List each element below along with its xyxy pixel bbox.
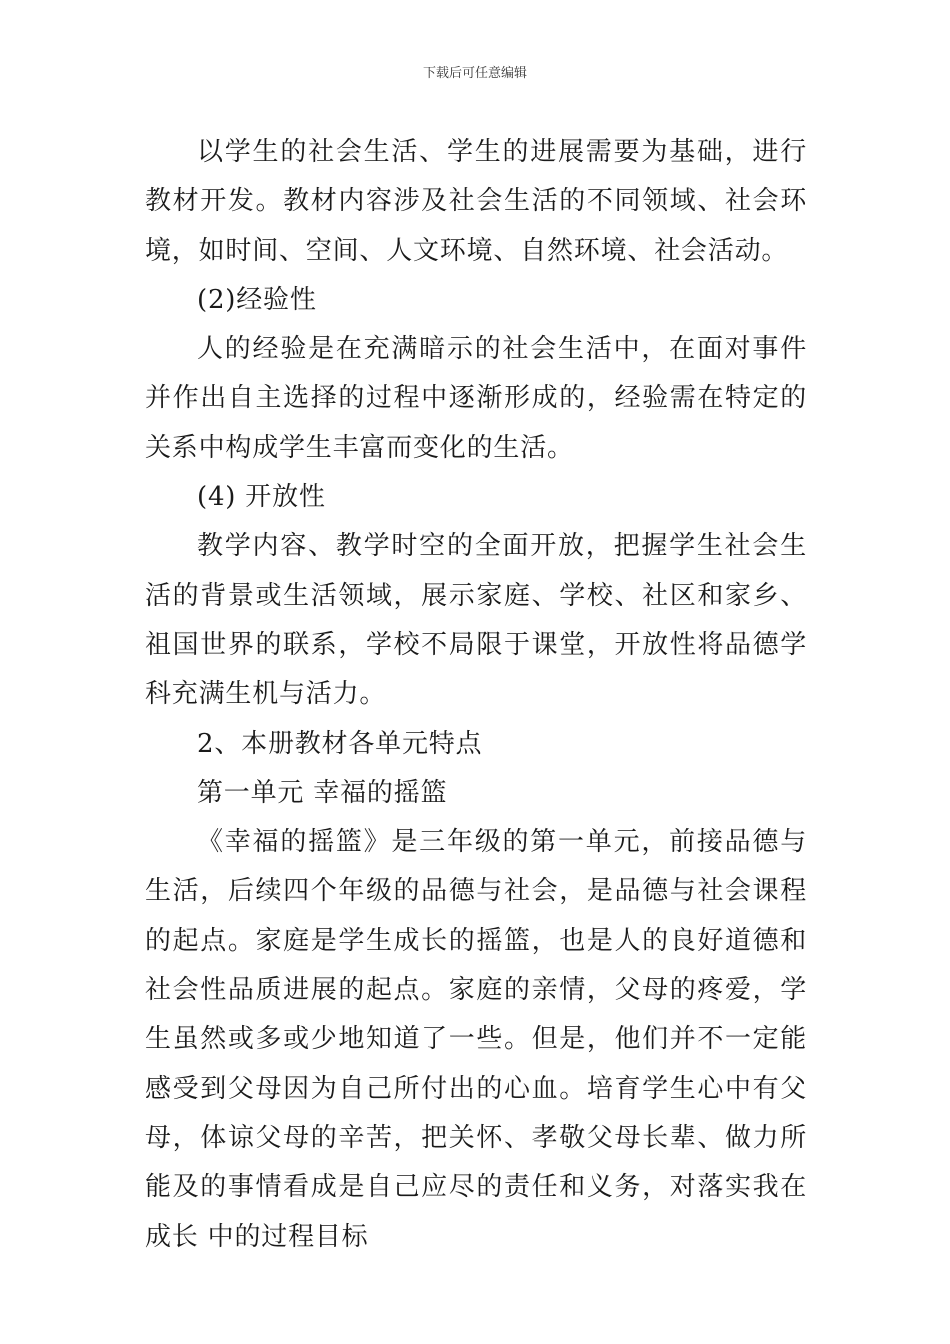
- paragraph-unit-one: 《幸福的摇篮》是三年级的第一单元，前接品德与生活，后续四个年级的品德与社会，是品德与社会课程的起点。家庭是学生成长的摇篮，也是人的良好道德和社会性品质进展的起点。家庭的亲情，父母的疼爱，学生虽然或多或少地知道了一些。但是，他们并不一定能感受到父母因为自己所付出的心血。培育学生心中有父母，体谅父母的辛苦，把关怀、孝敬父母长辈、做力所能及的事情看成是自己应尽的责任和义务，对落实我在成长 中的过程目标: [145, 827, 807, 1252]
- document-body: [145, 128, 807, 1262]
- paragraph-intro: 以学生的社会生活、学生的进展需要为基础，进行教材开发。教材内容涉及社会生活的不同领域、社会环境，如时间、空间、人文环境、自然环境、社会活动。: [145, 137, 807, 266]
- heading-openness: (4) 开放性: [197, 482, 326, 513]
- heading-unit-features: 2、本册教材各单元特点: [197, 728, 483, 759]
- heading-unit-one: 第一单元 幸福的摇篮: [197, 777, 448, 808]
- page-header: 下载后可任意编辑: [422, 66, 527, 81]
- paragraph-experience: 人的经验是在充满暗示的社会生活中，在面对事件并作出自主选择的过程中逐渐形成的，经验需在特定的关系中构成学生丰富而变化的生活。: [145, 334, 807, 463]
- heading-experience: (2)经验性: [197, 284, 317, 315]
- paragraph-openness: 教学内容、教学时空的全面开放，把握学生社会生活的背景或生活领域，展示家庭、学校、社区和家乡、祖国世界的联系，学校不局限于课堂，开放性将品德学科充满生机与活力。: [145, 531, 807, 710]
